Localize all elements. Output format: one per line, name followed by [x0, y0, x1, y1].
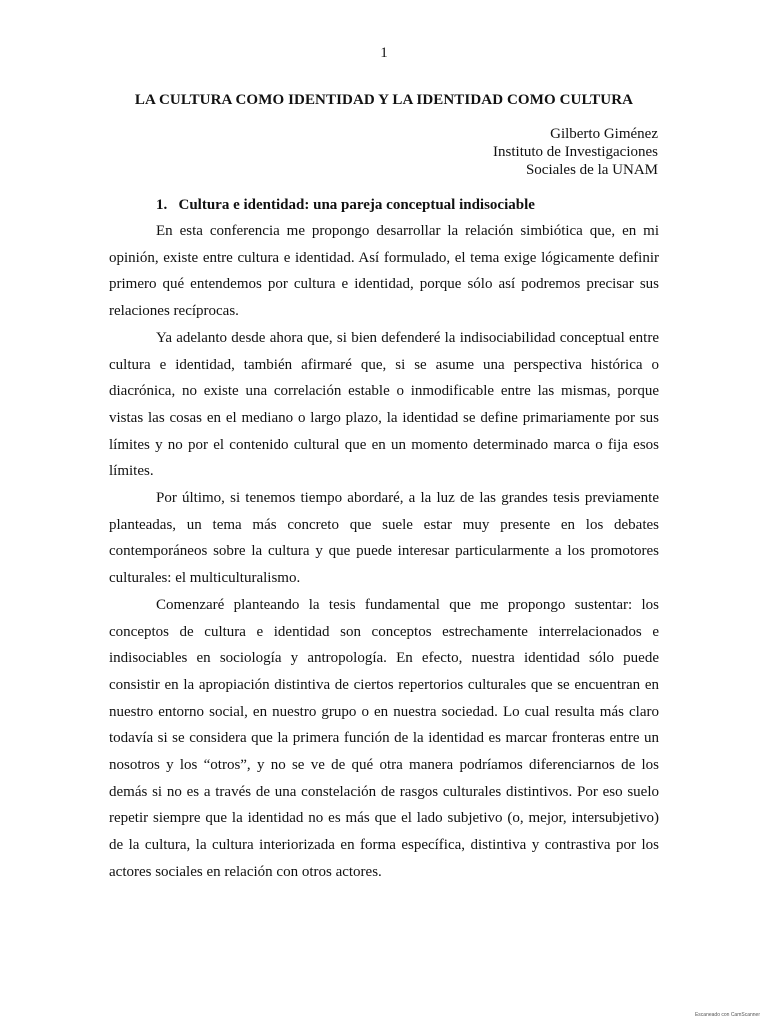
author-institution-line-1: Instituto de Investigaciones [493, 144, 658, 160]
page-number: 1 [380, 45, 388, 61]
paragraph: Ya adelanto desde ahora que, si bien defenderé la indisociabilidad conceptual entre cultura e identidad, también afirmaré que, si se asume una perspectiva histórica o diacrónica, no existe una correlación estable o inmodificable entre las mismas, porque vistas las cosas en el mediano o largo plazo, la identidad se define primariamente por sus límites y no por el contenido cultural que en un momento determinado marca o fija esos límites. [109, 329, 659, 480]
paragraph: Por último, si tenemos tiempo abordaré, a la luz de las grandes tesis previamente planteadas, un tema más concreto que suele estar muy presente en los debates contemporáneos sobre la cultura y que puede interesar particularmente a los promotores culturales: el multiculturalismo. [109, 490, 659, 587]
section-heading: 1. Cultura e identidad: una pareja conceptual indisociable [156, 197, 535, 213]
author-name: Gilberto Giménez [550, 126, 658, 142]
document-title: LA CULTURA COMO IDENTIDAD Y LA IDENTIDAD COMO CULTURA [134, 92, 634, 108]
paragraph: En esta conferencia me propongo desarrollar la relación simbiótica que, en mi opinión, existe entre cultura e identidad. Así formulado, el tema exige lógicamente definir primero qué entendemos por cultura e identidad, porque sólo así podremos precisar sus relaciones recíprocas. [109, 223, 659, 320]
scanner-watermark: Escaneado con CamScanner [694, 1012, 760, 1018]
body-text [109, 218, 659, 886]
author-block [493, 125, 658, 179]
author-institution-line-2: Sociales de la UNAM [525, 162, 658, 178]
paragraph: Comenzaré planteando la tesis fundamental que me propongo sustentar: los conceptos de cultura e identidad son conceptos estrechamente interrelacionados e indisociables en sociología y antropología. En efecto, nuestra identidad sólo puede consistir en la apropiación distintiva de ciertos repertorios culturales que se encuentran en nuestro entorno social, en nuestro grupo o en nuestra sociedad. Lo cual resulta más claro todavía si se considera que la primera función de la identidad es marcar fronteras entre un nosotros y los “otros”, y no se ve de qué otra manera podríamos diferenciarnos de los demás si no es a través de una constelación de rasgos culturales distintivos. Por eso suelo repetir siempre que la identidad no es más que el lado subjetivo (o, mejor, intersubjetivo) de la cultura, la cultura interiorizada en forma específica, distintiva y contrastiva por los actores sociales en relación con otros actores. [109, 596, 659, 880]
